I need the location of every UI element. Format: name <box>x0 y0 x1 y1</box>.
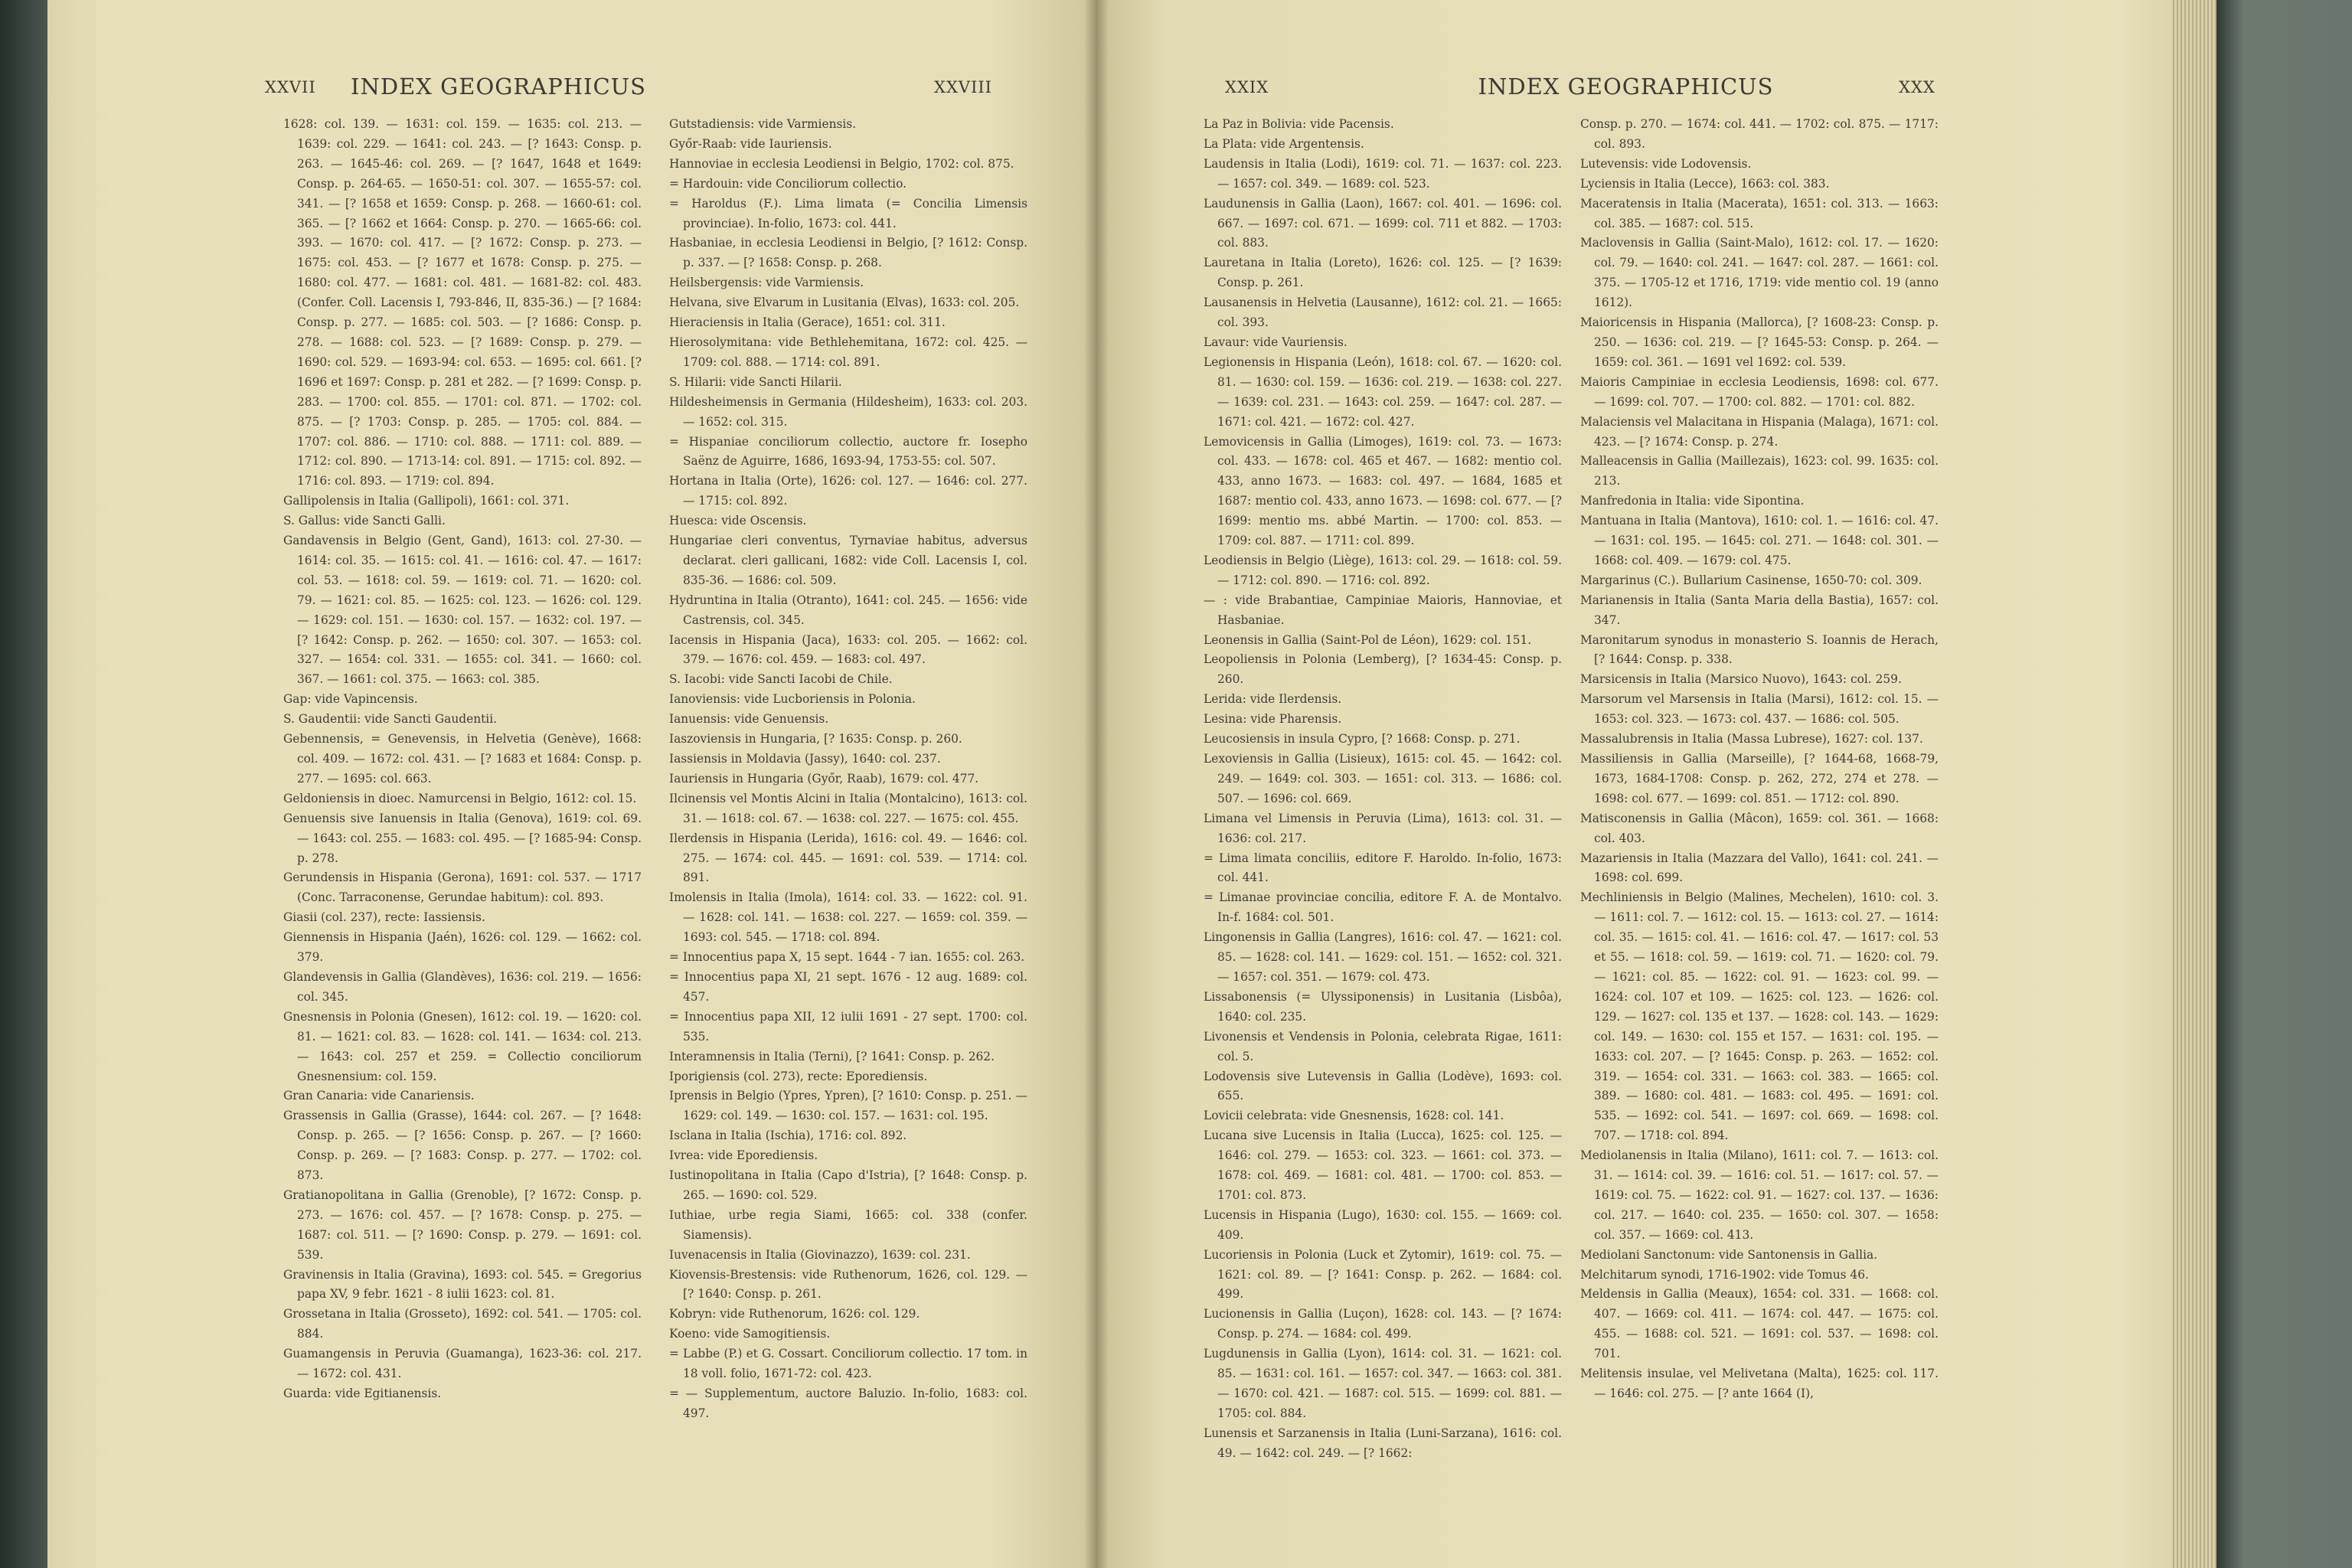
index-entry: Malaciensis vel Malacitana in Hispania (Malaga), 1671: col. 423. — [? 1674: Consp. p. 274. <box>1580 414 1939 449</box>
index-entry: Lausanensis in Helvetia (Lausanne), 1612: col. 21. — 1665: col. 393. <box>1204 296 1562 330</box>
index-entry: Melchitarum synodi, 1716-1902: vide Tomus 46. <box>1580 1267 1869 1282</box>
left-page <box>47 0 1096 1568</box>
index-entry: Ivrea: vide Eporediensis. <box>669 1148 818 1163</box>
index-entry: Iacensis in Hispania (Jaca), 1633: col. 205. — 1662: col. 379. — 1676: col. 459. — 1683: col. 497. <box>669 632 1027 667</box>
index-entry: Ilcinensis vel Montis Alcini in Italia (Montalcino), 1613: col. 31. — 1618: col. 67. — 1638: col. 227. — 1675: col. 455. <box>669 791 1027 825</box>
index-entry: Meldensis in Gallia (Meaux), 1654: col. 331. — 1668: col. 407. — 1669: col. 411. — 1674: col. 447. — 1675: col. 455. — 1688: col. 521. — 1691: col. 537. — 1698: col. 701. <box>1580 1287 1939 1361</box>
index-entry: Gap: vide Vapincensis. <box>283 692 418 707</box>
index-entry: Kobryn: vide Ruthenorum, 1626: col. 129. <box>669 1307 920 1321</box>
index-entry: Iporigiensis (col. 273), recte: Eporediensis. <box>669 1069 928 1083</box>
index-entry: Lucoriensis in Polonia (Luck et Zytomir), 1619: col. 75. — 1621: col. 89. — [? 1641: Consp. p. 262. — 1684: col. 499. <box>1204 1247 1562 1302</box>
index-entry: Massiliensis in Gallia (Marseille), [? 1644-68, 1668-79, 1673, 1684-1708: Consp. p. 262, 272, 274 et 278. — 1698: col. 677. — 1699: col. 851. — 1712: col. 890. <box>1580 752 1939 805</box>
index-entry: Genuensis sive Ianuensis in Italia (Genova), 1619: col. 69. — 1643: col. 255. — 1683: col. 495. — [? 1685-94: Consp. p. 278. <box>283 811 642 865</box>
index-entry: Glandevensis in Gallia (Glandèves), 1636: col. 219. — 1656: col. 345. <box>283 969 642 1004</box>
index-entry: Gutstadiensis: vide Varmiensis. <box>669 117 857 131</box>
index-entry: Marianensis in Italia (Santa Maria della Bastia), 1657: col. 347. <box>1580 593 1939 627</box>
index-entry: = — Supplementum, auctore Baluzio. In-folio, 1683: col. 497. <box>669 1387 1027 1420</box>
index-entry: Lucensis in Hispania (Lugo), 1630: col. 155. — 1669: col. 409. <box>1204 1207 1562 1242</box>
index-entry: Matisconensis in Gallia (Mâcon), 1659: col. 361. — 1668: col. 403. <box>1580 811 1939 845</box>
book-left-edge <box>0 0 47 1568</box>
index-column-4 <box>1580 115 1939 1404</box>
index-entry: Lucana sive Lucensis in Italia (Lucca), 1625: col. 125. — 1646: col. 279. — 1653: col. 323. — 1661: col. 373. — 1678: col. 469. — 1681: col. 481. — 1700: col. 853. — 1701: col. 873. <box>1204 1129 1562 1202</box>
index-entry: Lunensis et Sarzanensis in Italia (Luni-Sarzana), 1616: col. 49. — 1642: col. 249. — [? 1662: <box>1204 1426 1562 1460</box>
page-number-xxx: XXX <box>1899 78 1936 96</box>
index-entry: = Lima limata conciliis, editore F. Haroldo. In-folio, 1673: col. 441. <box>1204 851 1562 885</box>
index-entry: Kiovensis-Brestensis: vide Ruthenorum, 1626, col. 129. — [? 1640: Consp. p. 261. <box>669 1267 1027 1302</box>
index-entry: Leonensis in Gallia (Saint-Pol de Léon), 1629: col. 151. <box>1204 632 1532 647</box>
index-entry: S. Gallus: vide Sancti Galli. <box>283 514 446 528</box>
page-number-xxvii: XXVII <box>265 78 316 96</box>
index-entry: Melitensis insulae, vel Melivetana (Malta), 1625: col. 117. — 1646: col. 275. — [? ante 1664 (I), <box>1580 1367 1939 1400</box>
index-entry: = Limanae provinciae concilia, editore F. A. de Montalvo. In-f. 1684: col. 501. <box>1204 890 1562 925</box>
index-entry: S. Hilarii: vide Sancti Hilarii. <box>669 374 842 389</box>
index-column-3 <box>1204 115 1562 1464</box>
index-entry: Gebennensis, = Genevensis, in Helvetia (Genève), 1668: col. 409. — 1672: col. 431. — [? 1683 et 1684: Consp. p. 277. — 1695: col. 663. <box>283 732 642 786</box>
index-entry: Lemovicensis in Gallia (Limoges), 1619: col. 73. — 1673: col. 433. — 1678: col. 465 et 467. — 1682: mentio col. 433, anno 1673. — 1683: col. 497. — 1684, 1685 et 1687: mentio col. 433, anno 1673. — 1698: col. 677. — [? 1699: mentio ms. abbé Martin. — 1700: col. 853. — 1709: col. 887. — 1711: col. 899. <box>1204 434 1562 548</box>
index-entry: Maclovensis in Gallia (Saint-Malo), 1612: col. 17. — 1620: col. 79. — 1640: col. 241. — 1647: col. 287. — 1661: col. 375. — 1705-12 et 1716, 1719: vide mentio col. 19 (anno 1612). <box>1580 236 1939 310</box>
index-entry: Gratianopolitana in Gallia (Grenoble), [? 1672: Consp. p. 273. — 1676: col. 457. — [? 1678: Consp. p. 275. — 1687: col. 511. — [? 1690: Consp. p. 279. — 1691: col. 539. <box>283 1187 642 1262</box>
index-entry: Iustinopolitana in Italia (Capo d'Istria), [? 1648: Consp. p. 265. — 1690: col. 529. <box>669 1168 1027 1202</box>
index-entry: Grossetana in Italia (Grosseto), 1692: col. 541. — 1705: col. 884. <box>283 1307 642 1341</box>
index-entry: Iuthiae, urbe regia Siami, 1665: col. 338 (confer. Siamensis). <box>669 1207 1027 1242</box>
index-entry: Lyciensis in Italia (Lecce), 1663: col. 383. <box>1580 176 1830 191</box>
index-entry: Lovicii celebrata: vide Gnesnensis, 1628: col. 141. <box>1204 1109 1504 1123</box>
index-entry: Mechliniensis in Belgio (Malines, Mechelen), 1610: col. 3. — 1611: col. 7. — 1612: col. 15. — 1613: col. 27. — 1614: col. 35. — 1615: col. 41. — 1616: col. 47. — 1617: col. 53 et 55. — 1618: col. 59. — 1619: col. 71. — 1620: col. 79. — 1621: col. 85. — 1622: col. 91. — 1623: col. 99. — 1624: col. 107 et 109. — 1625: col. 123. — 1626: col. 129. — 1627: col. 135 et 137. — 1628: col. 143. — 1629: col. 149. — 1630: col. 155 et 157. — 1631: col. 195. — 1633: col. 207. — [? 1645: Consp. p. 263. — 1652: col. 319. — 1654: col. 331. — 1663: col. 383. — 1665: col. 389. — 1680: col. 481. — 1683: col. 495. — 1691: col. 535. — 1692: col. 541. — 1697: col. 669. — 1698: col. 707. — 1718: col. 894. <box>1580 890 1939 1143</box>
index-entry: Giennensis in Hispania (Jaén), 1626: col. 129. — 1662: col. 379. <box>283 930 642 965</box>
index-entry: Mantuana in Italia (Mantova), 1610: col. 1. — 1616: col. 47. — 1631: col. 195. — 1645: col. 271. — 1648: col. 301. — 1668: col. 409. — 1679: col. 475. <box>1580 514 1939 567</box>
index-entry: Leodiensis in Belgio (Liège), 1613: col. 29. — 1618: col. 59. — 1712: col. 890. — 1716: col. 892. <box>1204 553 1562 587</box>
index-entry: Lutevensis: vide Lodovensis. <box>1580 156 1752 171</box>
index-entry: Hieraciensis in Italia (Gerace), 1651: col. 311. <box>669 315 946 330</box>
index-entry: — : vide Brabantiae, Campiniae Maioris, Hannoviae, et Hasbaniae. <box>1204 593 1562 627</box>
index-entry: Ianoviensis: vide Lucboriensis in Polonia. <box>669 692 916 707</box>
index-entry: Lesina: vide Pharensis. <box>1204 712 1342 727</box>
index-entry: Lingonensis in Gallia (Langres), 1616: col. 47. — 1621: col. 85. — 1628: col. 141. — 1629: col. 151. — 1652: col. 321. — 1657: col. 351. — 1679: col. 473. <box>1204 930 1562 984</box>
index-entry: Geldoniensis in dioec. Namurcensi in Belgio, 1612: col. 15. <box>283 791 637 805</box>
index-entry: = Innocentius papa X, 15 sept. 1644 - 7 ian. 1655: col. 263. <box>669 950 1025 965</box>
index-entry: Guamangensis in Peruvia (Guamanga), 1623-36: col. 217. — 1672: col. 431. <box>283 1347 642 1381</box>
index-entry: Gerundensis in Hispania (Gerona), 1691: col. 537. — 1717 (Conc. Tarraconense, Gerundae habitum): col. 893. <box>283 871 642 905</box>
index-entry: Iauriensis in Hungaria (Győr, Raab), 1679: col. 477. <box>669 771 979 786</box>
page-number-xxix: XXIX <box>1225 78 1269 96</box>
index-entry: Massalubrensis in Italia (Massa Lubrese), 1627: col. 137. <box>1580 732 1923 746</box>
index-entry: Gravinensis in Italia (Gravina), 1693: col. 545. = Gregorius papa XV, 9 febr. 1621 - 8 iulii 1623: col. 81. <box>283 1267 642 1302</box>
index-entry: Legionensis in Hispania (León), 1618: col. 67. — 1620: col. 81. — 1630: col. 159. — 1636: col. 219. — 1638: col. 227. — 1639: col. 231. — 1643: col. 259. — 1647: col. 287. — 1671: col. 421. — 1672: col. 427. <box>1204 354 1562 429</box>
index-entry: Lodovensis sive Lutevensis in Gallia (Lodève), 1693: col. 655. <box>1204 1069 1562 1103</box>
index-entry: Grassensis in Gallia (Grasse), 1644: col. 267. — [? 1648: Consp. p. 265. — [? 1656: Consp. p. 267. — [? 1660: Consp. p. 269. — [? 1683: Consp. p. 277. — 1702: col. 873. <box>283 1109 642 1183</box>
index-entry: Giasii (col. 237), recte: Iassiensis. <box>283 910 485 925</box>
page-number-xxviii: XXVIII <box>934 78 992 96</box>
index-entry: Iaszoviensis in Hungaria, [? 1635: Consp. p. 260. <box>669 732 962 746</box>
index-entry: Limana vel Limensis in Peruvia (Lima), 1613: col. 31. — 1636: col. 217. <box>1204 811 1562 845</box>
index-entry: Interamnensis in Italia (Terni), [? 1641: Consp. p. 262. <box>669 1049 995 1063</box>
index-entry: = Labbe (P.) et G. Cossart. Conciliorum collectio. 17 tom. in 18 voll. folio, 1671-72: col. 423. <box>669 1347 1027 1381</box>
index-entry: Marsorum vel Marsensis in Italia (Marsi), 1612: col. 15. — 1653: col. 323. — 1673: col. 437. — 1686: col. 505. <box>1580 692 1939 727</box>
index-entry: Maioris Campiniae in ecclesia Leodiensis, 1698: col. 677. — 1699: col. 707. — 1700: col. 882. — 1701: col. 882. <box>1580 374 1939 409</box>
index-entry: Hungariae cleri conventus, Tyrnaviae habitus, adversus declarat. cleri gallicani, 1682: vide Coll. Lacensis I, col. 835-36. — 1686: col. 509. <box>669 534 1027 587</box>
index-entry: Győr-Raab: vide Iauriensis. <box>669 136 832 151</box>
index-entry: Imolensis in Italia (Imola), 1614: col. 33. — 1622: col. 91. — 1628: col. 141. — 1638: col. 227. — 1659: col. 359. — 1693: col. 545. — 1718: col. 894. <box>669 890 1027 945</box>
index-entry: Mazariensis in Italia (Mazzara del Vallo), 1641: col. 241. — 1698: col. 699. <box>1580 851 1939 885</box>
index-entry: Guarda: vide Egitianensis. <box>283 1387 442 1400</box>
page-edges <box>2171 0 2216 1568</box>
index-entry: Gnesnensis in Polonia (Gnesen), 1612: col. 19. — 1620: col. 81. — 1621: col. 83. — 1628: col. 141. — 1634: col. 213. — 1643: col. 257 et 259. = Collectio conciliorum Gnesnensium: col. 159. <box>283 1009 642 1083</box>
index-entry: Ilerdensis in Hispania (Lerida), 1616: col. 49. — 1646: col. 275. — 1674: col. 445. — 1691: col. 539. — 1714: col. 891. <box>669 831 1027 885</box>
book-gutter <box>1084 0 1109 1568</box>
index-column-2 <box>669 115 1027 1424</box>
index-entry: Gandavensis in Belgio (Gent, Gand), 1613: col. 27-30. — 1614: col. 35. — 1615: col. 41. — 1616: col. 47. — 1617: col. 53. — 1618: col. 59. — 1619: col. 71. — 1620: col. 79. — 1621: col. 85. — 1625: col. 123. — 1626: col. 129. — 1629: col. 151. — 1630: col. 157. — 1632: col. 197. — [? 1642: Consp. p. 262. — 1650: col. 307. — 1653: col. 327. — 1654: col. 331. — 1655: col. 341. — 1660: col. 367. — 1661: col. 375. — 1663: col. 385. <box>283 534 642 687</box>
index-entry: Lucionensis in Gallia (Luçon), 1628: col. 143. — [? 1674: Consp. p. 274. — 1684: col. 499. <box>1204 1307 1562 1341</box>
index-entry: Manfredonia in Italia: vide Sipontina. <box>1580 494 1805 508</box>
index-entry: S. Iacobi: vide Sancti Iacobi de Chile. <box>669 672 893 687</box>
index-entry: Heilsbergensis: vide Varmiensis. <box>669 276 864 290</box>
running-title-left: INDEX GEOGRAPHICUS <box>351 74 646 100</box>
index-entry: = Haroldus (F.). Lima limata (= Concilia Limensis provinciae). In-folio, 1673: col. 441. <box>669 196 1027 230</box>
index-entry: Lissabonensis (= Ulyssiponensis) in Lusitania (Lisbôa), 1640: col. 235. <box>1204 989 1562 1024</box>
index-entry: = Innocentius papa XII, 12 iulii 1691 - 27 sept. 1700: col. 535. <box>669 1009 1027 1044</box>
index-entry: Lerida: vide Ilerdensis. <box>1204 692 1342 707</box>
index-entry: Mediolanensis in Italia (Milano), 1611: col. 7. — 1613: col. 31. — 1614: col. 39. — 1616: col. 51. — 1617: col. 57. — 1619: col. 75. — 1622: col. 91. — 1627: col. 137. — 1636: col. 217. — 1640: col. 235. — 1650: col. 307. — 1658: col. 357. — 1669: col. 413. <box>1580 1148 1939 1242</box>
index-entry: Hasbaniae, in ecclesia Leodiensi in Belgio, [? 1612: Consp. p. 337. — [? 1658: Consp. p. 268. <box>669 236 1027 270</box>
index-entry: = Hispaniae conciliorum collectio, auctore fr. Iosepho Saënz de Aguirre, 1686, 1693-94, 1753-55: col. 507. <box>669 434 1027 469</box>
index-entry: Laudensis in Italia (Lodi), 1619: col. 71. — 1637: col. 223. — 1657: col. 349. — 1689: col. 523. <box>1204 156 1562 191</box>
running-head-left <box>47 74 1096 104</box>
index-entry: Leucosiensis in insula Cypro, [? 1668: Consp. p. 271. <box>1204 732 1521 746</box>
index-entry: = Innocentius papa XI, 21 sept. 1676 - 12 aug. 1689: col. 457. <box>669 969 1027 1004</box>
index-entry: Maioricensis in Hispania (Mallorca), [? 1608-23: Consp. p. 250. — 1636: col. 219. — [? 1645-53: Consp. p. 264. — 1659: col. 361. — 1691 vel 1692: col. 539. <box>1580 315 1939 369</box>
index-entry: Maronitarum synodus in monasterio S. Ioannis de Herach, [? 1644: Consp. p. 338. <box>1580 632 1939 667</box>
index-entry: Marsicensis in Italia (Marsico Nuovo), 1643: col. 259. <box>1580 672 1902 687</box>
index-entry: Hydruntina in Italia (Otranto), 1641: col. 245. — 1656: vide Castrensis, col. 345. <box>669 593 1027 627</box>
index-entry: Gran Canaria: vide Canariensis. <box>283 1089 475 1103</box>
index-entry: Iuvenacensis in Italia (Giovinazzo), 1639: col. 231. <box>669 1247 971 1262</box>
index-entry: Ianuensis: vide Genuensis. <box>669 712 829 727</box>
index-entry: La Plata: vide Argentensis. <box>1204 136 1364 151</box>
index-entry: Lexoviensis in Gallia (Lisieux), 1615: col. 45. — 1642: col. 249. — 1649: col. 303. — 1651: col. 313. — 1686: col. 507. — 1696: col. 669. <box>1204 752 1562 805</box>
index-entry: 1628: col. 139. — 1631: col. 159. — 1635: col. 213. — 1639: col. 229. — 1641: col. 243. — [? 1643: Consp. p. 263. — 1645-46: col. 269. — [? 1647, 1648 et 1649: Consp. p. 264-65. — 1650-51: col. 307. — 1655-57: col. 341. — [? 1658 et 1659: Consp. p. 268. — 1660-61: col. 365. — [? 1662 et 1664: Consp. p. 270. — 1665-66: col. 393. — 1670: col. 417. — [? 1672: Consp. p. 273. — 1675: col. 453. — [? 1677 et 1678: Consp. p. 275. — 1680: col. 477. — 1681: col. 481. — 1681-82: col. 483. (Confer. Coll. Lacensis I, 793-846, II, 835-36.) — [? 1684: Consp. p. 277. — 1685: col. 503. — [? 1686: Consp. p. 278. — 1688: col. 523. — [? 1689: Consp. p. 279. — 1690: col. 529. — 1693-94: col. 653. — 1695: col. 661. [? 1696 et 1697: Consp. p. 281 et 282. — [? 1699: Consp. p. 283. — 1700: col. 855. — 1701: col. 871. — 1702: col. 875. — [? 1703: Consp. p. 285. — 1705: col. 884. — 1707: col. 886. — 1710: col. 888. — 1711: col. 889. — 1712: col. 890. — 1713-14: col. 891. — 1715: col. 892. — 1716: col. 893. — 1719: col. 894. <box>283 117 642 488</box>
index-column-1 <box>283 115 642 1404</box>
index-entry: Maceratensis in Italia (Macerata), 1651: col. 313. — 1663: col. 385. — 1687: col. 515. <box>1580 196 1939 230</box>
index-entry: = Hardouin: vide Conciliorum collectio. <box>669 176 906 191</box>
running-title-right: INDEX GEOGRAPHICUS <box>1478 74 1774 100</box>
index-entry: Malleacensis in Gallia (Maillezais), 1623: col. 99. 1635: col. 213. <box>1580 454 1939 488</box>
index-entry: Consp. p. 270. — 1674: col. 441. — 1702: col. 875. — 1717: col. 893. <box>1580 117 1939 151</box>
index-entry: Isclana in Italia (Ischia), 1716: col. 892. <box>669 1129 907 1143</box>
index-entry: Helvana, sive Elvarum in Lusitania (Elvas), 1633: col. 205. <box>669 296 1020 310</box>
index-entry: Laudunensis in Gallia (Laon), 1667: col. 401. — 1696: col. 667. — 1697: col. 671. — 1699: col. 711 et 882. — 1703: col. 883. <box>1204 196 1562 250</box>
index-entry: Iassiensis in Moldavia (Jassy), 1640: col. 237. <box>669 752 941 766</box>
index-entry: Livonensis et Vendensis in Polonia, celebrata Rigae, 1611: col. 5. <box>1204 1029 1562 1063</box>
index-entry: Hannoviae in ecclesia Leodiensi in Belgio, 1702: col. 875. <box>669 156 1014 171</box>
index-entry: Koeno: vide Samogitiensis. <box>669 1327 831 1341</box>
index-entry: Hierosolymitana: vide Bethlehemitana, 1672: col. 425. — 1709: col. 888. — 1714: col. 891. <box>669 335 1027 369</box>
index-entry: Hortana in Italia (Orte), 1626: col. 127. — 1646: col. 277. — 1715: col. 892. <box>669 474 1027 508</box>
index-entry: Mediolani Sanctonum: vide Santonensis in Gallia. <box>1580 1247 1878 1262</box>
index-entry: Lauretana in Italia (Loreto), 1626: col. 125. — [? 1639: Consp. p. 261. <box>1204 256 1562 290</box>
index-entry: La Paz in Bolivia: vide Pacensis. <box>1204 117 1394 131</box>
index-entry: Lavaur: vide Vauriensis. <box>1204 335 1348 349</box>
index-entry: Gallipolensis in Italia (Gallipoli), 1661: col. 371. <box>283 494 570 508</box>
index-entry: Huesca: vide Oscensis. <box>669 514 807 528</box>
index-entry: Iprensis in Belgio (Ypres, Ypren), [? 1610: Consp. p. 251. — 1629: col. 149. — 1630: col. 157. — 1631: col. 195. <box>669 1089 1027 1123</box>
running-head-right <box>1096 74 2171 104</box>
background-table <box>2216 0 2352 1568</box>
index-entry: Lugdunensis in Gallia (Lyon), 1614: col. 31. — 1621: col. 85. — 1631: col. 161. — 1657: col. 347. — 1663: col. 381. — 1670: col. 421. — 1687: col. 515. — 1699: col. 881. — 1705: col. 884. <box>1204 1347 1562 1420</box>
index-entry: S. Gaudentii: vide Sancti Gaudentii. <box>283 712 498 727</box>
index-entry: Leopoliensis in Polonia (Lemberg), [? 1634-45: Consp. p. 260. <box>1204 652 1562 687</box>
index-entry: Hildesheimensis in Germania (Hildesheim), 1633: col. 203. — 1652: col. 315. <box>669 394 1027 429</box>
index-entry: Margarinus (C.). Bullarium Casinense, 1650-70: col. 309. <box>1580 573 1922 587</box>
right-page <box>1096 0 2171 1568</box>
